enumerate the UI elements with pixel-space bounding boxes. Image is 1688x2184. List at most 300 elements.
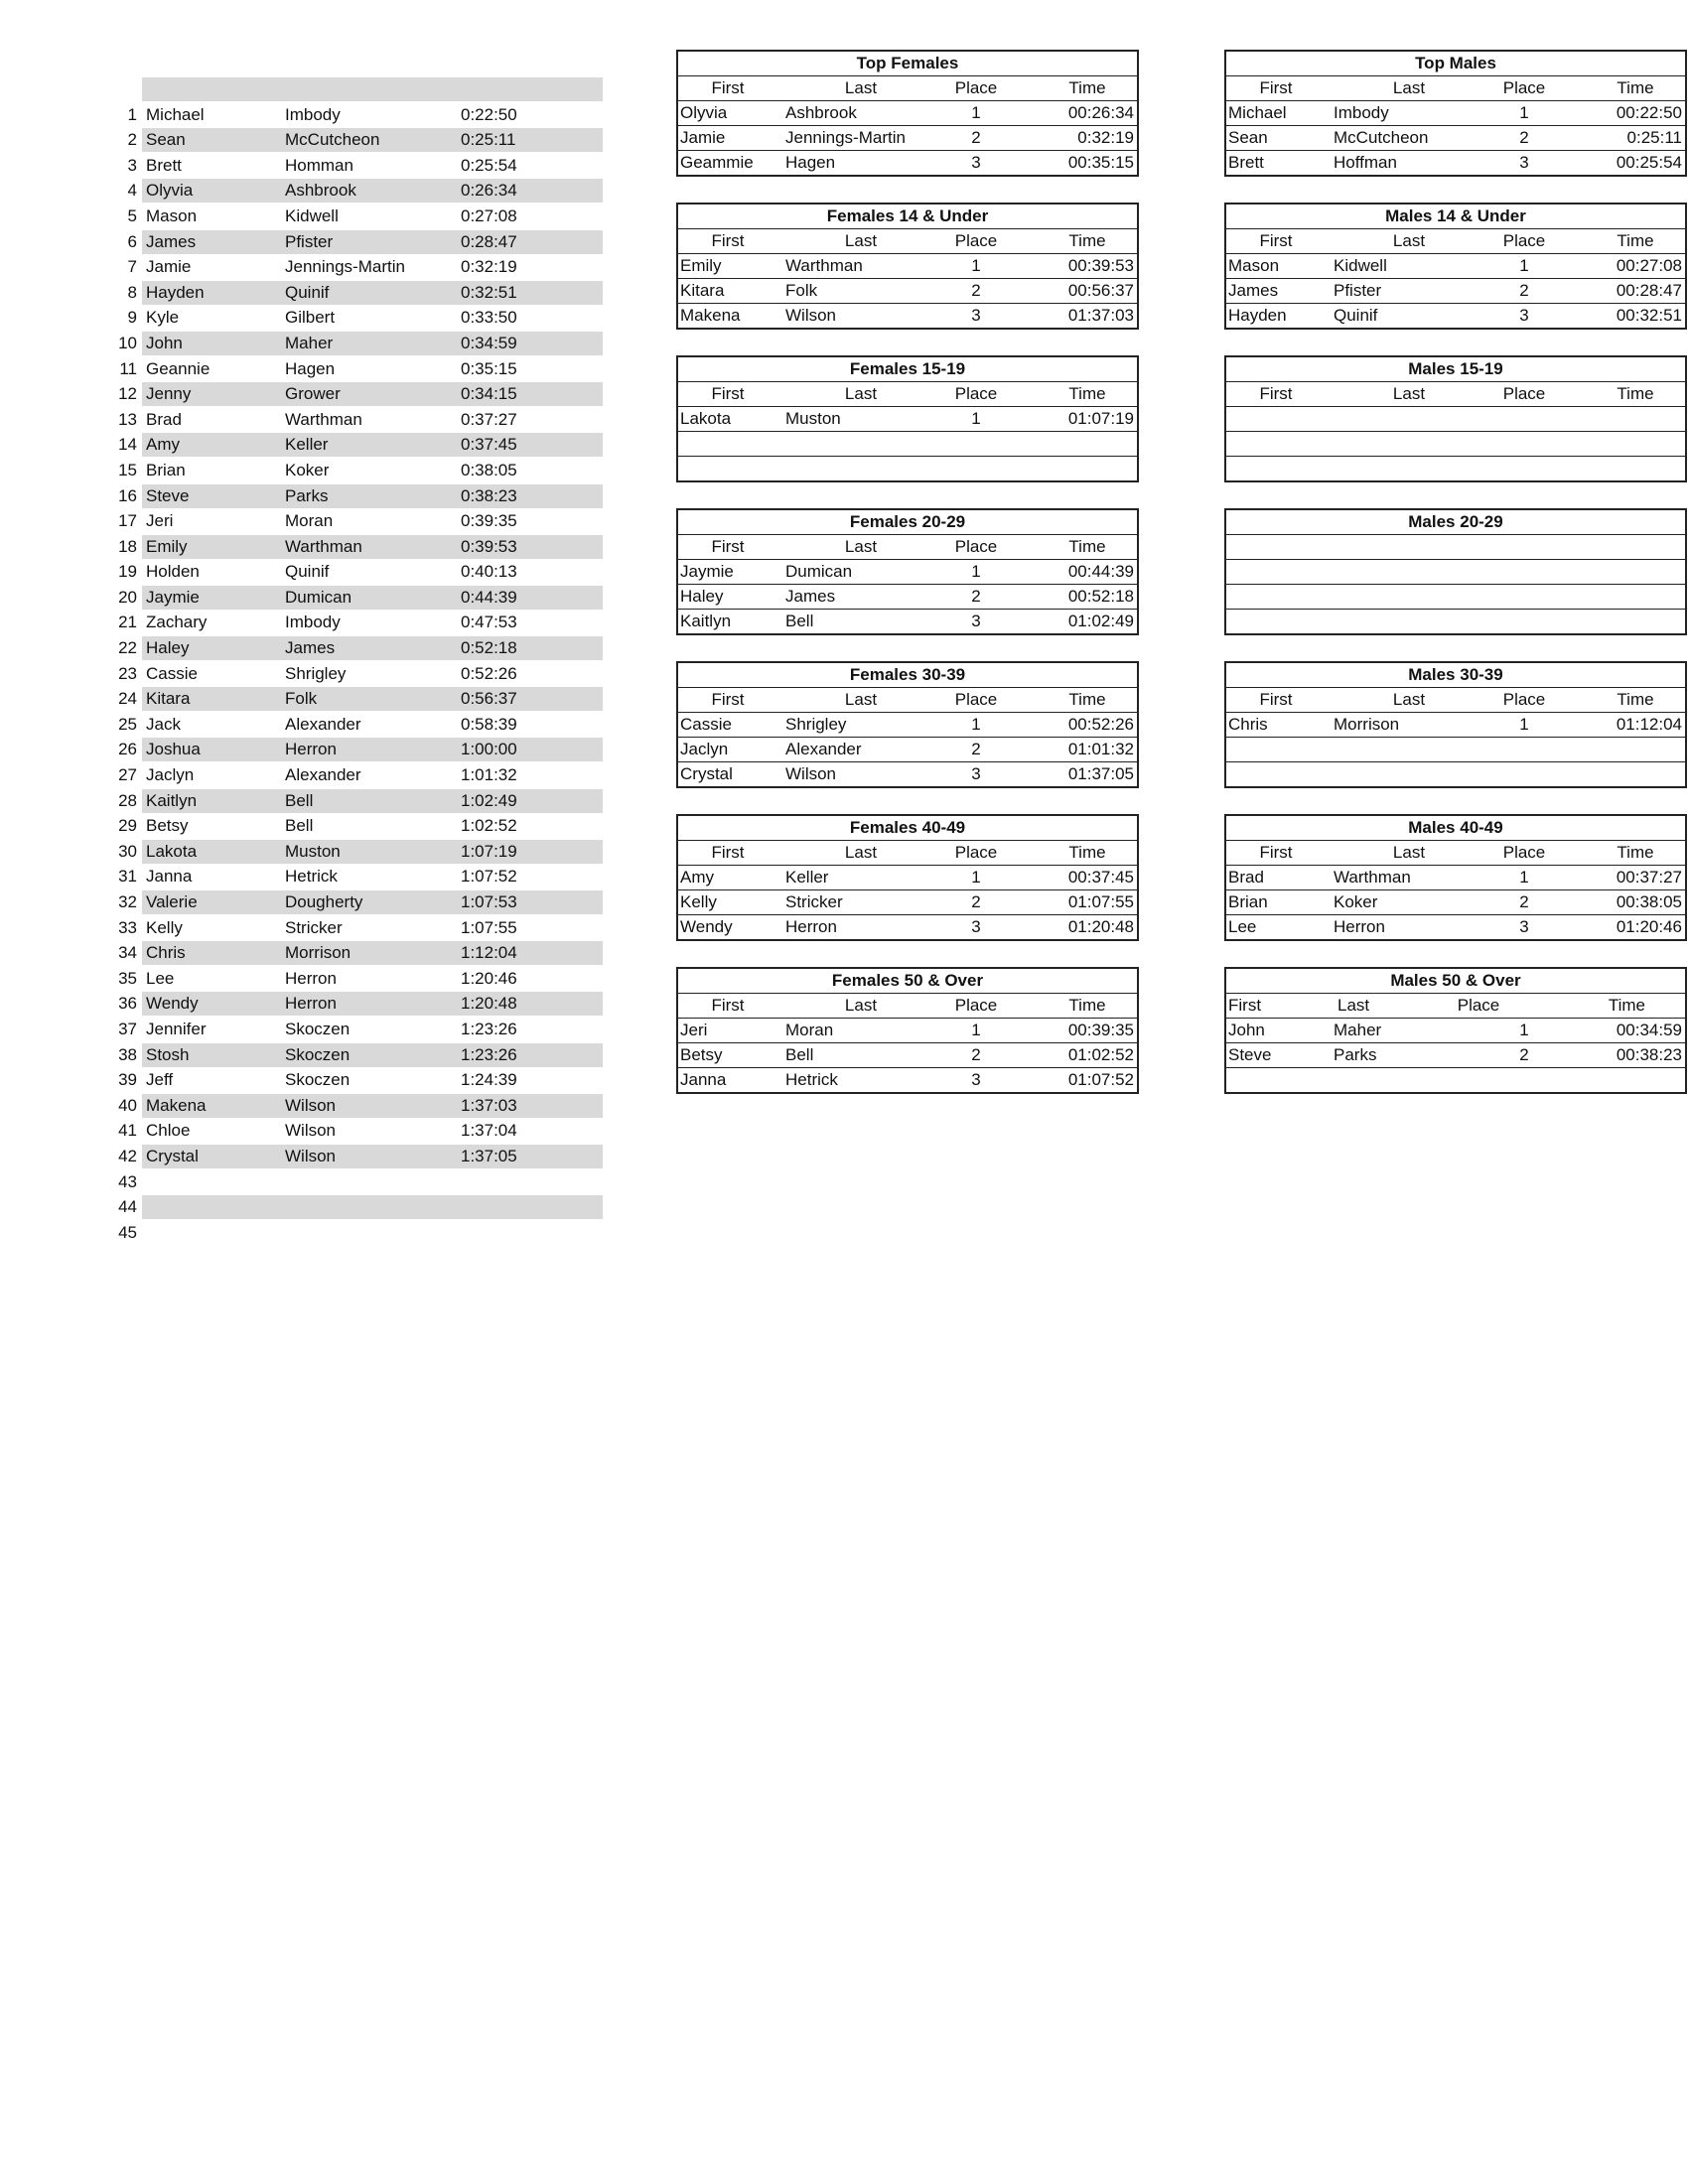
header-first: First bbox=[1259, 78, 1293, 97]
place-number: 45 bbox=[118, 1222, 137, 1242]
last-name: Skoczen bbox=[285, 1070, 351, 1090]
list-item bbox=[109, 534, 606, 560]
first-name: Kelly bbox=[680, 892, 717, 911]
place-number: 6 bbox=[127, 231, 137, 251]
header-time: Time bbox=[1617, 231, 1654, 250]
row-shading bbox=[142, 230, 603, 254]
finish-time: 0:37:27 bbox=[461, 409, 517, 429]
last-name: Jennings-Martin bbox=[285, 257, 405, 277]
header-time: Time bbox=[1068, 537, 1106, 556]
first-name: Kelly bbox=[146, 917, 183, 937]
header-time: Time bbox=[1068, 231, 1106, 250]
place: 2 bbox=[971, 740, 981, 758]
first-name: Steve bbox=[146, 485, 190, 505]
time: 00:56:37 bbox=[1067, 281, 1134, 300]
first-name: Lee bbox=[146, 968, 175, 988]
last-name: McCutcheon bbox=[285, 130, 380, 150]
row-shading bbox=[142, 1145, 603, 1168]
finish-time: 0:56:37 bbox=[461, 689, 517, 709]
place-number: 38 bbox=[118, 1044, 137, 1064]
row-shading bbox=[142, 1043, 603, 1067]
place-number: 8 bbox=[127, 282, 137, 302]
last-name: Muston bbox=[785, 409, 841, 428]
place-number: 4 bbox=[127, 181, 137, 201]
time: 00:44:39 bbox=[1067, 562, 1134, 581]
list-item bbox=[109, 1067, 606, 1093]
last-name: Warthman bbox=[285, 409, 362, 429]
first-name: Brian bbox=[1228, 892, 1268, 911]
last-name: Alexander bbox=[285, 714, 361, 734]
list-item bbox=[109, 508, 606, 534]
table-title: Males 15-19 bbox=[1226, 357, 1685, 382]
place-number: 43 bbox=[118, 1171, 137, 1191]
list-item bbox=[109, 991, 606, 1017]
header-last: Last bbox=[844, 537, 878, 556]
place: 1 bbox=[1519, 256, 1529, 275]
table-row bbox=[678, 279, 1137, 304]
last-name: Hoffman bbox=[1334, 153, 1397, 172]
header-place: Place bbox=[954, 690, 998, 709]
row-shading bbox=[142, 332, 603, 355]
first-name: Haley bbox=[680, 587, 724, 606]
place: 1 bbox=[971, 868, 981, 887]
row-shading bbox=[142, 636, 603, 660]
last-name: Grower bbox=[285, 384, 341, 404]
table-row bbox=[1226, 762, 1685, 786]
header-last: Last bbox=[1337, 996, 1370, 1015]
place: 2 bbox=[1519, 892, 1529, 911]
place: 3 bbox=[971, 764, 981, 783]
table-row bbox=[678, 126, 1137, 151]
first-name: Jack bbox=[146, 714, 181, 734]
place-number: 31 bbox=[118, 867, 137, 887]
last-name: Dumican bbox=[285, 587, 352, 607]
finish-time: 1:23:26 bbox=[461, 1019, 517, 1038]
list-item bbox=[109, 966, 606, 992]
table-row bbox=[1226, 585, 1685, 610]
place: 2 bbox=[971, 1045, 981, 1064]
row-shading bbox=[142, 687, 603, 711]
females-14-under-table bbox=[676, 203, 1139, 330]
first-name: Valerie bbox=[146, 892, 198, 911]
time: 00:37:27 bbox=[1616, 868, 1682, 887]
last-name: Quinif bbox=[285, 282, 330, 302]
last-name: Jennings-Martin bbox=[785, 128, 906, 147]
table-row bbox=[1226, 304, 1685, 328]
first-name: Steve bbox=[1228, 1045, 1272, 1064]
table-title: Top Males bbox=[1226, 52, 1685, 76]
place-number: 40 bbox=[118, 1095, 137, 1115]
place-number: 30 bbox=[118, 841, 137, 861]
header-place: Place bbox=[954, 996, 998, 1015]
last-name: Stricker bbox=[285, 917, 343, 937]
place-number: 26 bbox=[118, 740, 137, 759]
list-item bbox=[109, 76, 606, 102]
list-item bbox=[109, 1093, 606, 1119]
last-name: Imbody bbox=[285, 613, 341, 632]
list-item bbox=[109, 1042, 606, 1068]
list-item bbox=[109, 635, 606, 661]
last-name: Koker bbox=[285, 460, 330, 479]
males-40-49-table bbox=[1224, 814, 1687, 941]
finish-time: 1:37:03 bbox=[461, 1095, 517, 1115]
last-name: Bell bbox=[285, 816, 314, 836]
place-number: 7 bbox=[127, 257, 137, 277]
list-item bbox=[109, 1017, 606, 1042]
table-row bbox=[1226, 738, 1685, 762]
list-item bbox=[109, 610, 606, 635]
table-row bbox=[678, 457, 1137, 480]
header-place: Place bbox=[1502, 384, 1546, 403]
table-row bbox=[678, 1019, 1137, 1043]
list-item bbox=[109, 331, 606, 356]
list-item bbox=[109, 1118, 606, 1144]
header-place: Place bbox=[1502, 843, 1546, 862]
place-number: 44 bbox=[118, 1197, 137, 1217]
place-number: 1 bbox=[127, 104, 137, 124]
list-item bbox=[109, 407, 606, 433]
place: 3 bbox=[1519, 917, 1529, 936]
finish-time: 1:07:53 bbox=[461, 892, 517, 911]
last-name: Morrison bbox=[285, 943, 352, 963]
list-item bbox=[109, 280, 606, 306]
list-item bbox=[109, 305, 606, 331]
place-number: 20 bbox=[118, 587, 137, 607]
last-name: Pfister bbox=[1334, 281, 1382, 300]
place-number: 34 bbox=[118, 943, 137, 963]
place: 2 bbox=[1519, 281, 1529, 300]
finish-time: 1:07:52 bbox=[461, 867, 517, 887]
last-name: Wilson bbox=[785, 764, 837, 783]
header-time: Time bbox=[1617, 690, 1654, 709]
row-shading bbox=[142, 535, 603, 559]
place: 3 bbox=[971, 1070, 981, 1089]
row-shading bbox=[142, 484, 603, 508]
last-name: Warthman bbox=[285, 536, 362, 556]
first-name: John bbox=[146, 333, 183, 352]
last-name: Maher bbox=[1334, 1021, 1382, 1039]
list-item bbox=[109, 712, 606, 738]
place: 1 bbox=[971, 103, 981, 122]
first-name: James bbox=[146, 231, 197, 251]
place-number: 11 bbox=[119, 358, 137, 378]
first-name: Brett bbox=[1228, 153, 1264, 172]
header-last: Last bbox=[844, 843, 878, 862]
time: 00:52:18 bbox=[1067, 587, 1134, 606]
finish-time: 1:24:39 bbox=[461, 1070, 517, 1090]
time: 01:07:52 bbox=[1067, 1070, 1134, 1089]
last-name: Hagen bbox=[785, 153, 836, 172]
first-name: Sean bbox=[1228, 128, 1268, 147]
table-header-row bbox=[678, 535, 1137, 560]
time: 00:26:34 bbox=[1067, 103, 1134, 122]
place-number: 19 bbox=[118, 562, 137, 582]
last-name: Kidwell bbox=[285, 205, 339, 225]
header-last: Last bbox=[1392, 690, 1426, 709]
header-last: Last bbox=[1392, 843, 1426, 862]
first-name: Amy bbox=[680, 868, 714, 887]
header-last: Last bbox=[844, 231, 878, 250]
finish-time: 0:35:15 bbox=[461, 358, 517, 378]
males-50-over-table bbox=[1224, 967, 1687, 1094]
list-item bbox=[109, 813, 606, 839]
table-title: Top Females bbox=[678, 52, 1137, 76]
last-name: Herron bbox=[785, 917, 837, 936]
last-name: Dumican bbox=[785, 562, 853, 581]
table-row bbox=[678, 1068, 1137, 1092]
row-shading bbox=[142, 738, 603, 761]
last-name: Skoczen bbox=[285, 1044, 351, 1064]
table-title: Females 20-29 bbox=[678, 510, 1137, 535]
table-row bbox=[678, 915, 1137, 939]
first-name: Chris bbox=[146, 943, 186, 963]
place: 3 bbox=[971, 153, 981, 172]
first-name: Brett bbox=[146, 155, 182, 175]
overall-results-list bbox=[109, 76, 606, 1245]
header-last: Last bbox=[1392, 231, 1426, 250]
time: 01:01:32 bbox=[1067, 740, 1134, 758]
header-place: Place bbox=[1502, 690, 1546, 709]
top-males-table bbox=[1224, 50, 1687, 177]
finish-time: 0:25:54 bbox=[461, 155, 517, 175]
top-females-table bbox=[676, 50, 1139, 177]
table-row bbox=[1226, 101, 1685, 126]
place: 2 bbox=[971, 281, 981, 300]
last-name: Pfister bbox=[285, 231, 334, 251]
females-20-29-table bbox=[676, 508, 1139, 635]
females-30-39-table bbox=[676, 661, 1139, 788]
list-item bbox=[109, 1169, 606, 1195]
table-header-row bbox=[1226, 535, 1685, 560]
table-title: Females 30-39 bbox=[678, 663, 1137, 688]
first-name: Lee bbox=[1228, 917, 1257, 936]
list-item bbox=[109, 483, 606, 509]
header-first: First bbox=[1259, 690, 1293, 709]
header-first: First bbox=[711, 843, 745, 862]
header-time: Time bbox=[1617, 78, 1654, 97]
finish-time: 0:34:59 bbox=[461, 333, 517, 352]
table-header-row bbox=[678, 994, 1137, 1019]
finish-time: 0:32:51 bbox=[461, 282, 517, 302]
finish-time: 1:20:46 bbox=[461, 968, 517, 988]
last-name: McCutcheon bbox=[1334, 128, 1429, 147]
finish-time: 0:38:05 bbox=[461, 460, 517, 479]
females-15-19-table bbox=[676, 355, 1139, 482]
row-shading bbox=[142, 586, 603, 610]
table-row bbox=[678, 610, 1137, 633]
place-number: 25 bbox=[118, 714, 137, 734]
last-name: Stricker bbox=[785, 892, 843, 911]
first-name: Betsy bbox=[146, 816, 189, 836]
list-item bbox=[109, 458, 606, 483]
last-name: Hagen bbox=[285, 358, 336, 378]
last-name: Bell bbox=[285, 790, 314, 810]
first-name: Kitara bbox=[146, 689, 191, 709]
last-name: Koker bbox=[1334, 892, 1378, 911]
table-row bbox=[678, 432, 1137, 457]
first-name: Chloe bbox=[146, 1121, 191, 1141]
list-item bbox=[109, 1194, 606, 1220]
first-name: Olyvia bbox=[146, 181, 194, 201]
last-name: Gilbert bbox=[285, 308, 336, 328]
table-header-row bbox=[1226, 994, 1685, 1019]
header-place: Place bbox=[954, 231, 998, 250]
last-name: Alexander bbox=[785, 740, 862, 758]
last-name: Imbody bbox=[1334, 103, 1389, 122]
table-header-row bbox=[1226, 688, 1685, 713]
table-header-row bbox=[678, 76, 1137, 101]
header-time: Time bbox=[1617, 384, 1654, 403]
row-shading bbox=[142, 890, 603, 914]
finish-time: 0:26:34 bbox=[461, 181, 517, 201]
time: 01:20:48 bbox=[1067, 917, 1134, 936]
last-name: Folk bbox=[285, 689, 318, 709]
header-place: Place bbox=[1502, 231, 1546, 250]
last-name: Keller bbox=[785, 868, 829, 887]
time: 00:28:47 bbox=[1616, 281, 1682, 300]
list-item bbox=[109, 839, 606, 865]
place-number: 42 bbox=[118, 1146, 137, 1165]
place-number: 36 bbox=[118, 994, 137, 1014]
table-row bbox=[1226, 151, 1685, 175]
last-name: Alexander bbox=[285, 765, 361, 785]
last-name: Warthman bbox=[785, 256, 863, 275]
table-row bbox=[1226, 866, 1685, 890]
list-item bbox=[109, 356, 606, 382]
header-place: Place bbox=[954, 537, 998, 556]
place: 1 bbox=[1519, 103, 1529, 122]
first-name: Brad bbox=[146, 409, 182, 429]
place-number: 39 bbox=[118, 1070, 137, 1090]
finish-time: 0:34:15 bbox=[461, 384, 517, 404]
table-header-row bbox=[1226, 76, 1685, 101]
last-name: Kidwell bbox=[1334, 256, 1387, 275]
last-name: Folk bbox=[785, 281, 818, 300]
finish-time: 0:44:39 bbox=[461, 587, 517, 607]
last-name: Moran bbox=[785, 1021, 834, 1039]
first-name: Jaclyn bbox=[680, 740, 729, 758]
table-row bbox=[1226, 279, 1685, 304]
header-first: First bbox=[711, 537, 745, 556]
place-number: 23 bbox=[118, 663, 137, 683]
first-name: Kaitlyn bbox=[680, 612, 732, 630]
place-number: 27 bbox=[118, 765, 137, 785]
last-name: Morrison bbox=[1334, 715, 1400, 734]
last-name: Parks bbox=[1334, 1045, 1377, 1064]
header-time: Time bbox=[1068, 996, 1106, 1015]
place-number: 21 bbox=[118, 613, 137, 632]
place-number: 17 bbox=[118, 511, 137, 531]
first-name: Hayden bbox=[1228, 306, 1287, 325]
list-item bbox=[109, 737, 606, 762]
list-item bbox=[109, 381, 606, 407]
time: 01:37:03 bbox=[1067, 306, 1134, 325]
place: 1 bbox=[1519, 715, 1529, 734]
header-first: First bbox=[1259, 231, 1293, 250]
table-row bbox=[1226, 890, 1685, 915]
first-name: Jaymie bbox=[146, 587, 200, 607]
last-name: Ashbrook bbox=[785, 103, 857, 122]
first-name: Makena bbox=[680, 306, 741, 325]
table-row bbox=[678, 560, 1137, 585]
last-name: Imbody bbox=[285, 104, 341, 124]
place: 1 bbox=[971, 715, 981, 734]
header-last: Last bbox=[844, 384, 878, 403]
first-name: Jaclyn bbox=[146, 765, 195, 785]
list-item bbox=[109, 788, 606, 814]
list-item bbox=[109, 102, 606, 128]
table-row bbox=[1226, 254, 1685, 279]
finish-time: 0:25:11 bbox=[461, 130, 516, 150]
header-first: First bbox=[1259, 843, 1293, 862]
first-name: Kitara bbox=[680, 281, 725, 300]
first-name: Hayden bbox=[146, 282, 205, 302]
last-name: Keller bbox=[285, 435, 329, 455]
place: 1 bbox=[1519, 1021, 1529, 1039]
first-name: Kyle bbox=[146, 308, 180, 328]
time: 00:34:59 bbox=[1616, 1021, 1682, 1039]
table-row bbox=[1226, 713, 1685, 738]
list-item bbox=[109, 915, 606, 941]
list-item bbox=[109, 864, 606, 889]
first-name: Olyvia bbox=[680, 103, 728, 122]
finish-time: 1:02:52 bbox=[461, 816, 517, 836]
time: 00:38:05 bbox=[1616, 892, 1682, 911]
last-name: James bbox=[285, 638, 336, 658]
place-number: 10 bbox=[118, 333, 137, 352]
time: 01:07:19 bbox=[1067, 409, 1134, 428]
table-row bbox=[1226, 407, 1685, 432]
finish-time: 0:52:26 bbox=[461, 663, 517, 683]
list-item bbox=[109, 1220, 606, 1246]
header-time: Time bbox=[1617, 843, 1654, 862]
first-name: Cassie bbox=[680, 715, 732, 734]
finish-time: 0:27:08 bbox=[461, 205, 517, 225]
first-name: Janna bbox=[146, 867, 193, 887]
list-item bbox=[109, 178, 606, 204]
header-time: Time bbox=[1068, 78, 1106, 97]
females-40-49-table bbox=[676, 814, 1139, 941]
table-row bbox=[678, 304, 1137, 328]
first-name: Lakota bbox=[146, 841, 198, 861]
list-item bbox=[109, 254, 606, 280]
first-name: Geammie bbox=[680, 153, 754, 172]
last-name: Homman bbox=[285, 155, 353, 175]
table-row bbox=[678, 585, 1137, 610]
time: 01:02:52 bbox=[1067, 1045, 1134, 1064]
table-title: Males 50 & Over bbox=[1226, 969, 1685, 994]
males-30-39-table bbox=[1224, 661, 1687, 788]
finish-time: 1:02:49 bbox=[461, 790, 517, 810]
table-title: Males 14 & Under bbox=[1226, 205, 1685, 229]
header-place: Place bbox=[954, 78, 998, 97]
place-number: 28 bbox=[118, 790, 137, 810]
finish-time: 1:12:04 bbox=[461, 943, 517, 963]
table-row bbox=[678, 890, 1137, 915]
last-name: Hetrick bbox=[285, 867, 338, 887]
list-item bbox=[109, 229, 606, 255]
header-first: First bbox=[711, 384, 745, 403]
last-name: Herron bbox=[285, 994, 337, 1014]
finish-time: 1:20:48 bbox=[461, 994, 517, 1014]
first-name: Holden bbox=[146, 562, 200, 582]
list-item bbox=[109, 204, 606, 229]
last-name: Moran bbox=[285, 511, 334, 531]
table-title: Females 14 & Under bbox=[678, 205, 1137, 229]
finish-time: 0:58:39 bbox=[461, 714, 517, 734]
first-name: Betsy bbox=[680, 1045, 723, 1064]
last-name: Skoczen bbox=[285, 1019, 351, 1038]
